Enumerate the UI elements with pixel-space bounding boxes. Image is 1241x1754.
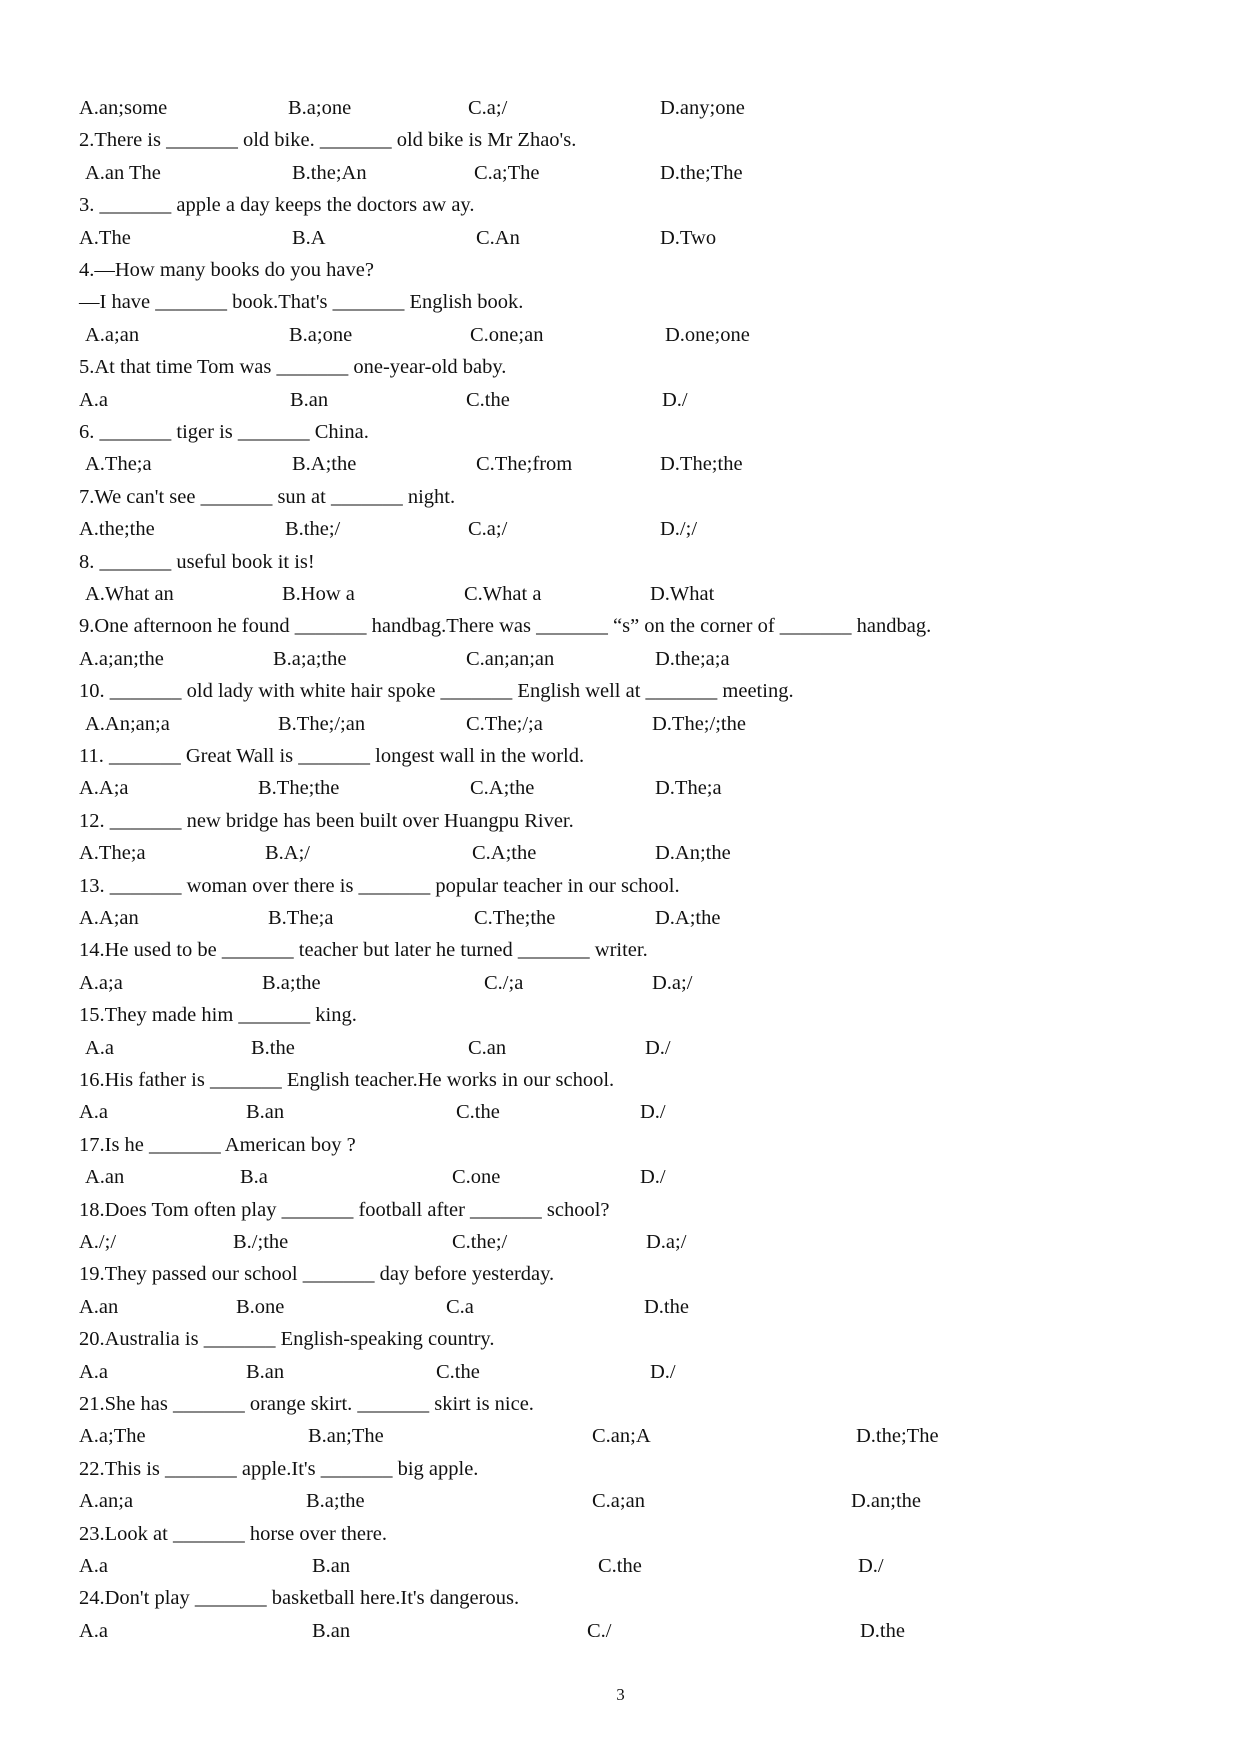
- question-stem: 24.Don't play _______ basketball here.It's dangerous.: [79, 1587, 520, 1610]
- answer-options: [0, 222, 1241, 254]
- option-d[interactable]: D.the;The: [856, 1425, 939, 1448]
- option-b[interactable]: B.the;An: [292, 161, 367, 184]
- question-stem: 5.At that time Tom was _______ one-year-old baby.: [79, 356, 507, 379]
- option-c[interactable]: C./;a: [484, 971, 524, 994]
- option-d[interactable]: D./: [650, 1360, 676, 1383]
- option-c[interactable]: C.The;/;a: [466, 712, 543, 735]
- option-c[interactable]: C.The;the: [474, 907, 556, 929]
- question-stem: 20.Australia is _______ English-speaking country.: [79, 1328, 495, 1351]
- option-d[interactable]: D./: [858, 1555, 884, 1577]
- answer-options: [0, 1615, 1241, 1647]
- answer-options: [0, 1550, 1241, 1582]
- option-c[interactable]: C.The;from: [476, 453, 573, 476]
- option-d[interactable]: D.Two: [660, 226, 717, 249]
- option-d[interactable]: D.the: [860, 1619, 905, 1642]
- option-b[interactable]: B.The;the: [258, 777, 340, 800]
- option-a[interactable]: A.an: [85, 1166, 125, 1189]
- option-b[interactable]: B.a;the: [262, 971, 321, 994]
- option-c[interactable]: C.a;The: [474, 161, 540, 184]
- question-stem: 4.—How many books do you have?: [79, 259, 374, 281]
- option-d[interactable]: D.the;a;a: [655, 647, 730, 670]
- answer-options: [0, 1096, 1241, 1128]
- option-b[interactable]: B.an: [246, 1101, 285, 1124]
- option-d[interactable]: D./: [640, 1166, 666, 1189]
- option-a[interactable]: A.a: [79, 1101, 109, 1124]
- question-stem: 13. _______ woman over there is _______ popular teacher in our school.: [79, 874, 680, 897]
- option-d[interactable]: D.a;/: [652, 971, 693, 994]
- option-a[interactable]: A.A;a: [79, 777, 129, 800]
- option-b[interactable]: B.an;The: [308, 1425, 384, 1448]
- option-d[interactable]: D.The;/;the: [652, 712, 746, 735]
- answer-options: [0, 513, 1241, 545]
- option-a[interactable]: A.an;some: [79, 97, 168, 119]
- answer-options: [0, 319, 1241, 351]
- option-a[interactable]: A.a: [79, 388, 109, 411]
- question-stem: 8. _______ useful book it is!: [79, 550, 315, 573]
- option-c[interactable]: C.the: [466, 388, 510, 411]
- option-c[interactable]: C.a;/: [468, 97, 508, 119]
- question-stem: 18.Does Tom often play _______ football after _______ school?: [79, 1198, 610, 1221]
- option-d[interactable]: D.the;The: [660, 161, 743, 184]
- option-a[interactable]: A.What an: [85, 583, 174, 605]
- question-stem: 16.His father is _______ English teacher.He works in our school.: [79, 1069, 615, 1091]
- option-a[interactable]: A.An;an;a: [85, 712, 170, 735]
- option-b[interactable]: B.How a: [282, 583, 355, 605]
- question-stem: 15.They made him _______ king.: [79, 1004, 357, 1027]
- option-a[interactable]: A.an The: [85, 161, 161, 184]
- option-a[interactable]: A.a;an: [85, 323, 140, 346]
- option-b[interactable]: B.an: [246, 1360, 285, 1383]
- option-c[interactable]: C.an;an;an: [466, 647, 555, 670]
- option-c[interactable]: C.an: [468, 1036, 507, 1059]
- option-b[interactable]: B.an: [290, 388, 329, 411]
- answer-options: [0, 1161, 1241, 1193]
- option-b[interactable]: B./;the: [233, 1231, 289, 1253]
- question-stem: 19.They passed our school _______ day before yesterday.: [79, 1263, 555, 1286]
- option-a[interactable]: A.the;the: [79, 518, 155, 541]
- option-b[interactable]: B.a;the: [306, 1490, 365, 1513]
- answer-options: [0, 708, 1241, 740]
- option-b[interactable]: B.one: [236, 1295, 285, 1318]
- option-b[interactable]: B.the: [251, 1036, 295, 1059]
- option-c[interactable]: C.What a: [464, 583, 542, 605]
- option-b[interactable]: B.A;/: [265, 842, 310, 865]
- option-c[interactable]: C.the;/: [452, 1231, 508, 1253]
- answer-options: [0, 1356, 1241, 1388]
- answer-options: [0, 448, 1241, 480]
- question-stem: 11. _______ Great Wall is _______ longest wall in the world.: [79, 745, 585, 767]
- option-c[interactable]: C.A;the: [470, 777, 535, 800]
- question-stem: 22.This is _______ apple.It's _______ big apple.: [79, 1457, 479, 1480]
- option-b[interactable]: B.a;one: [288, 97, 352, 119]
- option-a[interactable]: A.a: [79, 1360, 109, 1383]
- question-stem: 2.There is _______ old bike. _______ old bike is Mr Zhao's.: [79, 129, 577, 152]
- option-c[interactable]: C.a: [446, 1295, 474, 1318]
- answer-options: [0, 1226, 1241, 1258]
- option-b[interactable]: B.an: [312, 1619, 351, 1642]
- option-c[interactable]: C.a;/: [468, 518, 508, 541]
- option-b[interactable]: B.a: [240, 1166, 268, 1189]
- option-d[interactable]: D.one;one: [665, 323, 750, 346]
- option-c[interactable]: C./: [587, 1619, 612, 1642]
- option-a[interactable]: A.a;a: [79, 971, 123, 994]
- answer-options: [0, 1032, 1241, 1064]
- option-a[interactable]: A.a: [79, 1619, 109, 1642]
- question-stem: 6. _______ tiger is _______ China.: [79, 421, 369, 443]
- answer-options: [0, 1420, 1241, 1452]
- question-stem-line-2: —I have _______ book.That's _______ English book.: [79, 291, 524, 314]
- question-stem: 10. _______ old lady with white hair spoke _______ English well at _______ meeting.: [79, 680, 794, 703]
- option-a[interactable]: A.an: [79, 1295, 119, 1318]
- option-a[interactable]: A.A;an: [79, 907, 139, 929]
- option-d[interactable]: D./: [662, 388, 688, 411]
- answer-options: [0, 643, 1241, 675]
- question-stem: 12. _______ new bridge has been built over Huangpu River.: [79, 809, 574, 832]
- option-d[interactable]: D.The;the: [660, 453, 743, 476]
- question-stem: 9.One afternoon he found _______ handbag.There was _______ “s” on the corner of _______ handbag.: [79, 615, 932, 638]
- answer-options: [0, 837, 1241, 869]
- question-stem: 17.Is he _______ American boy ?: [79, 1133, 356, 1156]
- option-c[interactable]: C.the: [436, 1360, 480, 1383]
- option-d[interactable]: D./: [645, 1036, 671, 1059]
- option-b[interactable]: B.a;a;the: [273, 647, 347, 670]
- option-a[interactable]: A.The;a: [85, 453, 152, 476]
- option-c[interactable]: C.An: [476, 226, 520, 249]
- answer-options: [0, 578, 1241, 610]
- option-d[interactable]: D./: [640, 1101, 666, 1124]
- option-c[interactable]: C.the: [598, 1555, 642, 1577]
- answer-options: [0, 967, 1241, 999]
- answer-options: [0, 92, 1241, 124]
- option-a[interactable]: A.an;a: [79, 1490, 134, 1513]
- option-d[interactable]: D.An;the: [655, 842, 731, 865]
- option-c[interactable]: C.A;the: [472, 842, 537, 865]
- option-b[interactable]: B.A: [292, 226, 326, 249]
- option-d[interactable]: D.an;the: [851, 1490, 922, 1513]
- page-number: 3: [616, 1685, 625, 1704]
- option-c[interactable]: C.one: [452, 1166, 501, 1189]
- option-a[interactable]: A.a: [85, 1036, 115, 1059]
- option-d[interactable]: D.A;the: [655, 907, 721, 929]
- question-stem: 14.He used to be _______ teacher but later he turned _______ writer.: [79, 939, 648, 962]
- question-stem: 21.She has _______ orange skirt. _______ skirt is nice.: [79, 1393, 534, 1415]
- option-c[interactable]: C.one;an: [470, 323, 544, 346]
- option-b[interactable]: B.A;the: [292, 453, 357, 476]
- question-stem: 23.Look at _______ horse over there.: [79, 1522, 387, 1545]
- option-b[interactable]: B.The;a: [268, 907, 334, 929]
- option-c[interactable]: C.a;an: [592, 1490, 645, 1513]
- answer-options: [0, 902, 1241, 934]
- option-a[interactable]: A./;/: [79, 1231, 117, 1253]
- answer-options: [0, 157, 1241, 189]
- option-a[interactable]: A.a: [79, 1555, 109, 1577]
- answer-options: [0, 1485, 1241, 1517]
- option-c[interactable]: C.an;A: [592, 1425, 651, 1448]
- option-b[interactable]: B.an: [312, 1555, 351, 1577]
- option-c[interactable]: C.the: [456, 1101, 500, 1124]
- option-a[interactable]: A.a;The: [79, 1425, 146, 1448]
- option-d[interactable]: D./;/: [660, 518, 698, 541]
- option-a[interactable]: A.The: [79, 226, 131, 249]
- option-b[interactable]: B.the;/: [285, 518, 341, 541]
- answer-options: [0, 772, 1241, 804]
- option-b[interactable]: B.a;one: [289, 323, 353, 346]
- option-b[interactable]: B.The;/;an: [278, 712, 366, 735]
- option-a[interactable]: A.The;a: [79, 842, 146, 865]
- option-d[interactable]: D.the: [644, 1295, 689, 1318]
- option-a[interactable]: A.a;an;the: [79, 647, 164, 670]
- option-d[interactable]: D.The;a: [655, 777, 722, 800]
- question-stem: 7.We can't see _______ sun at _______ night.: [79, 485, 456, 508]
- option-d[interactable]: D.a;/: [646, 1231, 687, 1253]
- answer-options: [0, 384, 1241, 416]
- option-d[interactable]: D.What: [650, 583, 715, 605]
- answer-options: [0, 1291, 1241, 1323]
- option-d[interactable]: D.any;one: [660, 97, 745, 119]
- question-stem: 3. _______ apple a day keeps the doctors aw ay.: [79, 194, 475, 217]
